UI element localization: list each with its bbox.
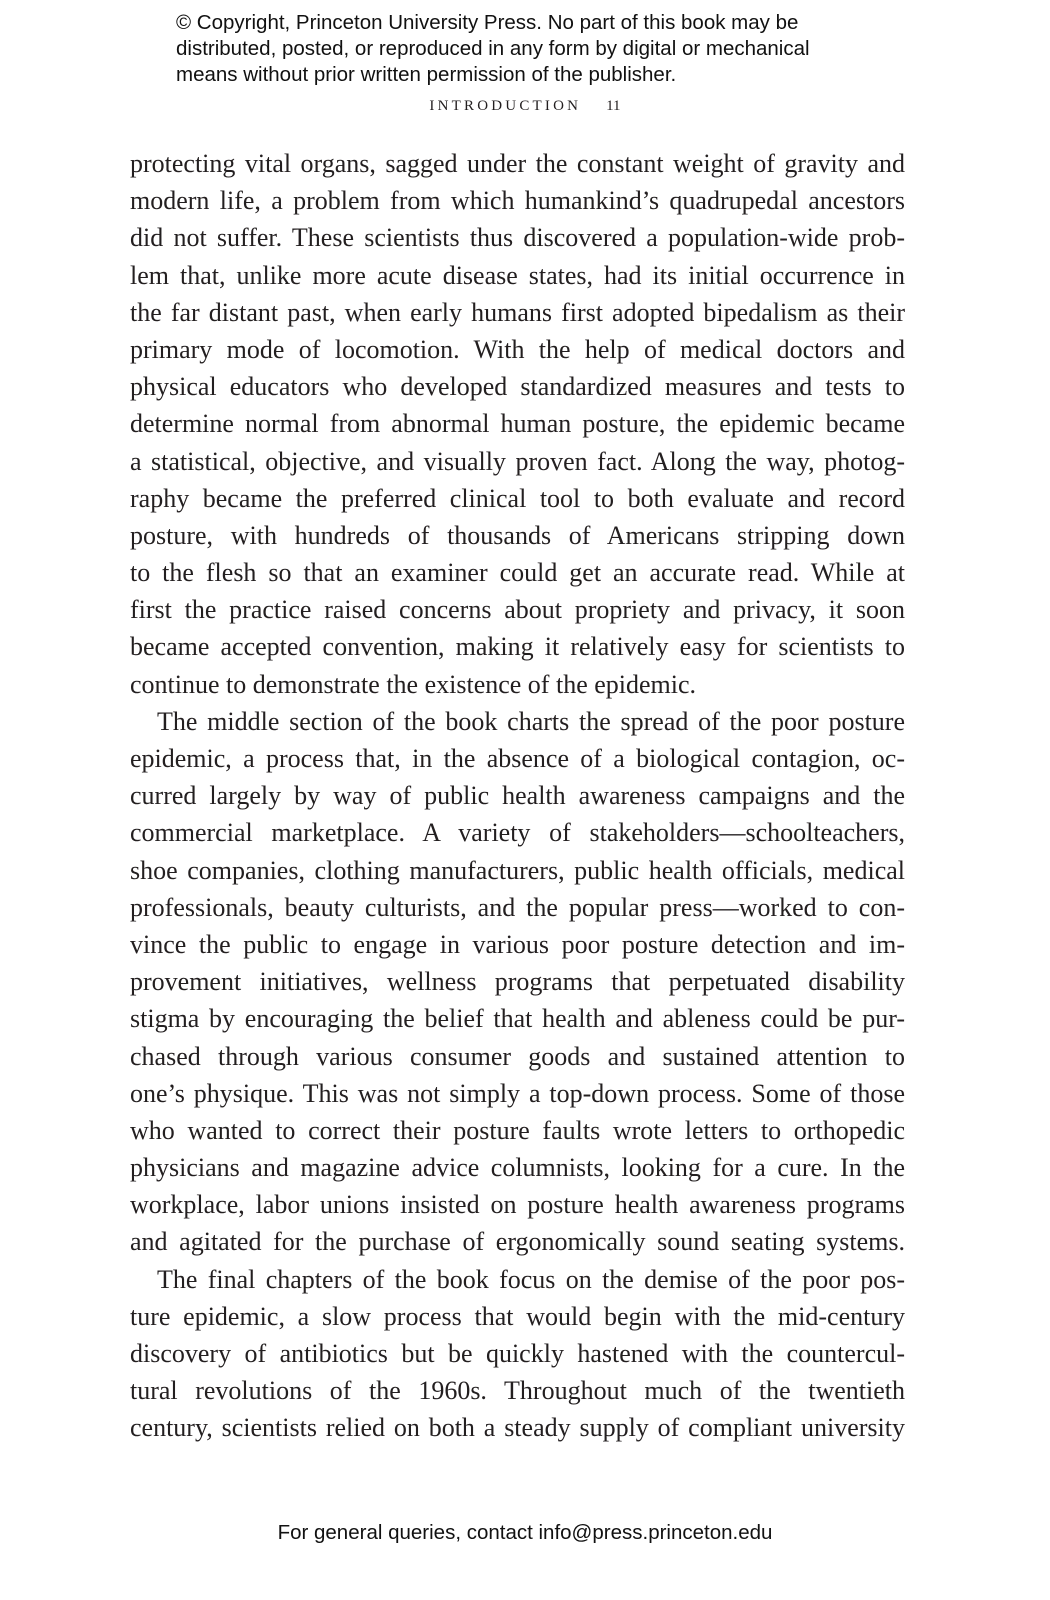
page-number: 11 [606,98,621,114]
text-line: raphy became the preferred clinical tool to both evaluate and record [130,483,905,513]
copyright-line: distributed, posted, or reproduced in any form by digital or mechanical [176,37,810,60]
text-line: continue to demonstrate the existence of the epidemic. [130,669,697,699]
copyright-line: means without prior written permission of the publisher. [176,63,677,86]
paragraph [130,703,905,1261]
text-line: curred largely by way of public health awareness campaigns and the [130,781,905,811]
paragraph [130,1261,905,1447]
text-line: physical educators who developed standardized measures and tests to [130,372,905,402]
paragraph [130,145,905,703]
text-line: protecting vital organs, sagged under the constant weight of gravity and [130,149,905,178]
text-line: discovery of antibiotics but be quickly hastened with the countercul- [130,1339,905,1368]
text-line: ture epidemic, a slow process that would begin with the mid-century [130,1301,905,1331]
text-line: vince the public to engage in various poor posture detection and im- [130,929,905,959]
text-line: posture, with hundreds of thousands of Americans stripping down [130,520,905,550]
text-line: chased through various consumer goods and sustained attention to [130,1041,905,1071]
text-line: provement initiatives, wellness programs that perpetuated disability [130,967,905,997]
copyright-notice [176,10,896,88]
text-line: modern life, a problem from which humankind’s quadrupedal ancestors [130,186,905,216]
text-line: became accepted convention, making it relatively easy for scientists to [130,632,905,662]
text-line: primary mode of locomotion. With the help of medical doctors and [130,334,905,364]
text-line: one’s physique. This was not simply a top-down process. Some of those [130,1078,905,1108]
text-line: first the practice raised concerns about propriety and privacy, it soon [130,595,905,625]
text-line: and agitated for the purchase of ergonomically sound seating systems. [130,1227,905,1257]
footer-contact: For general queries, contact info@press.princeton.edu [277,1521,773,1544]
text-line: stigma by encouraging the belief that health and ableness could be pur- [130,1004,905,1034]
text-line: lem that, unlike more acute disease states, had its initial occurrence in [130,260,905,290]
text-line: did not suffer. These scientists thus discovered a population-wide prob- [130,223,905,253]
copyright-line: © Copyright, Princeton University Press. No part of this book may be [176,11,799,34]
running-head [0,98,1050,115]
text-line: to the flesh so that an examiner could get an accurate read. While at [130,558,905,588]
text-line: physicians and magazine advice columnists, looking for a cure. In the [130,1153,905,1183]
text-line: a statistical, objective, and visually proven fact. Along the way, photog- [130,446,905,476]
text-line: The final chapters of the book focus on the demise of the poor pos- [157,1264,905,1294]
text-line: who wanted to correct their posture faults wrote letters to orthopedic [130,1115,905,1145]
text-line: epidemic, a process that, in the absence of a biological contagion, oc- [130,744,905,773]
text-line: tural revolutions of the 1960s. Throughout much of the twentieth [130,1376,905,1406]
text-line: century, scientists relied on both a steady supply of compliant university [130,1413,905,1443]
text-line: The middle section of the book charts the spread of the poor posture [157,706,905,736]
text-line: the far distant past, when early humans first adopted bipedalism as their [130,297,905,327]
text-line: commercial marketplace. A variety of stakeholders—schoolteachers, [130,818,905,848]
text-line: workplace, labor unions insisted on posture health awareness programs [130,1190,905,1220]
running-head-section: INTRODUCTION [429,98,582,114]
text-line: shoe companies, clothing manufacturers, public health officials, medical [130,855,905,885]
text-line: professionals, beauty culturists, and the popular press—worked to con- [130,892,905,922]
text-line: determine normal from abnormal human posture, the epidemic became [130,409,905,439]
body-text [130,145,905,1447]
